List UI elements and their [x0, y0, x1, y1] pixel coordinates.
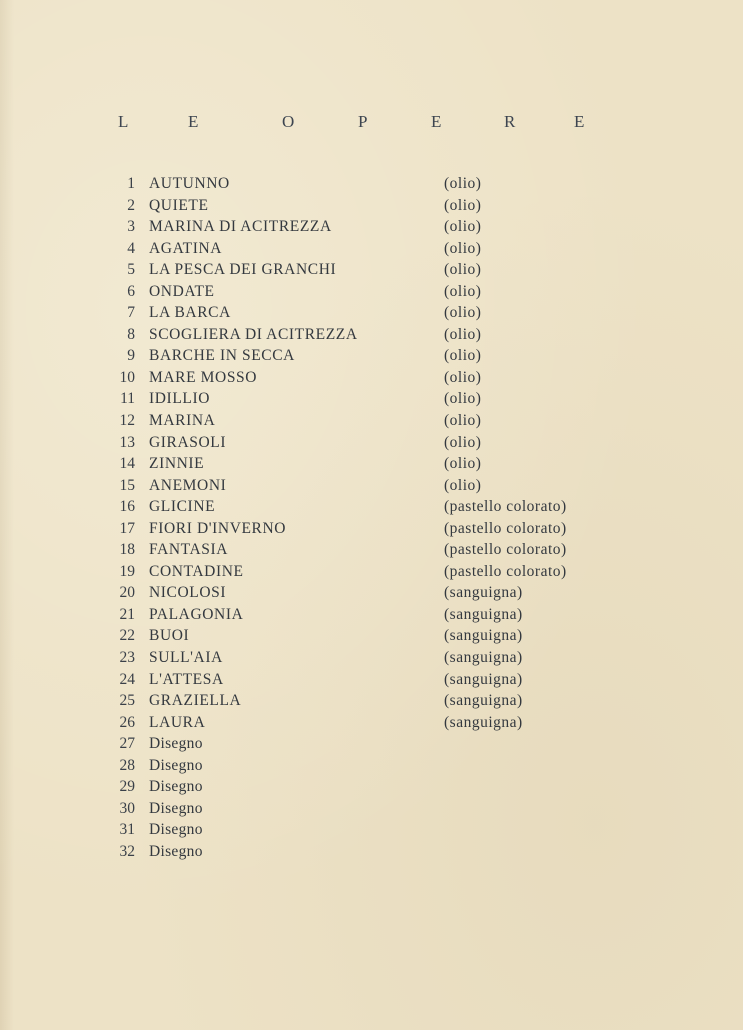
work-title: GLICINE: [149, 498, 216, 516]
list-item: [0, 324, 743, 346]
work-medium: (olio): [444, 218, 482, 236]
work-number: 7: [127, 304, 135, 322]
work-number: 1: [127, 175, 135, 192]
work-title: LAURA: [149, 713, 206, 731]
work-number: 26: [119, 713, 135, 731]
work-number: 12: [119, 412, 135, 430]
work-number: 32: [119, 842, 135, 860]
work-medium: (sanguigna): [444, 584, 523, 602]
list-item: [0, 345, 743, 367]
work-title: MARINA DI ACITREZZA: [149, 218, 332, 236]
work-number: 30: [119, 799, 135, 817]
list-item: [0, 388, 743, 410]
work-medium: (sanguigna): [444, 670, 523, 688]
work-number: 20: [119, 584, 135, 602]
work-title: Disegno: [149, 799, 203, 817]
work-number: 24: [119, 670, 135, 688]
work-title: SCOGLIERA DI ACITREZZA: [149, 325, 358, 343]
work-medium: (sanguigna): [444, 605, 523, 623]
list-item: [0, 281, 743, 303]
work-number: 10: [119, 368, 135, 386]
page-title: [115, 112, 595, 136]
work-number: 2: [127, 196, 135, 214]
work-medium: (olio): [444, 412, 482, 430]
title-letter: P: [358, 112, 368, 131]
work-medium: (sanguigna): [444, 713, 523, 731]
work-title: SULL'AIA: [149, 649, 223, 667]
work-title: MARINA: [149, 412, 216, 430]
work-number: 19: [119, 562, 135, 580]
work-title: GIRASOLI: [149, 433, 227, 451]
list-item: [0, 216, 743, 238]
work-number: 17: [119, 519, 135, 537]
work-number: 29: [119, 778, 135, 796]
work-number: 16: [119, 498, 135, 516]
work-medium: (sanguigna): [444, 692, 523, 710]
work-title: Disegno: [149, 735, 203, 753]
work-medium: (olio): [444, 390, 482, 408]
work-number: 6: [127, 282, 135, 300]
title-letter: O: [282, 112, 295, 131]
list-item: [0, 776, 743, 798]
work-medium: (sanguigna): [444, 649, 523, 667]
work-title: NICOLOSI: [149, 584, 227, 602]
work-title: LA PESCA DEI GRANCHI: [149, 261, 337, 279]
work-title: ANEMONI: [149, 476, 227, 494]
work-title: Disegno: [149, 842, 203, 860]
title-letter: E: [574, 112, 585, 131]
work-title: MARE MOSSO: [149, 368, 258, 386]
list-item: [0, 604, 743, 626]
list-item: [0, 841, 743, 863]
list-item: [0, 582, 743, 604]
work-medium: (olio): [444, 304, 482, 322]
work-number: 5: [127, 261, 135, 279]
work-medium: (olio): [444, 476, 482, 494]
work-number: 9: [127, 347, 135, 365]
work-number: 21: [119, 605, 135, 623]
list-item: [0, 798, 743, 820]
work-title: PALAGONIA: [149, 605, 244, 623]
work-title: Disegno: [149, 821, 203, 839]
work-number: 11: [120, 390, 135, 408]
list-item: [0, 733, 743, 755]
work-title: AUTUNNO: [149, 175, 230, 192]
work-medium: (olio): [444, 368, 482, 386]
work-number: 4: [127, 239, 135, 257]
work-medium: (olio): [444, 455, 482, 473]
work-title: LA BARCA: [149, 304, 231, 322]
list-item: [0, 238, 743, 260]
work-medium: (olio): [444, 282, 482, 300]
work-medium: (olio): [444, 175, 482, 192]
work-medium: (olio): [444, 261, 482, 279]
list-item: [0, 561, 743, 583]
list-item: [0, 539, 743, 561]
list-item: [0, 259, 743, 281]
list-item: [0, 690, 743, 712]
work-title: QUIETE: [149, 196, 209, 214]
list-item: [0, 625, 743, 647]
list-item: [0, 518, 743, 540]
list-item: [0, 173, 743, 195]
work-number: 13: [119, 433, 135, 451]
work-title: BUOI: [149, 627, 190, 645]
work-title: Disegno: [149, 778, 203, 796]
work-number: 18: [119, 541, 135, 559]
work-number: 25: [119, 692, 135, 710]
work-medium: (pastello colorato): [444, 541, 567, 559]
work-number: 8: [127, 325, 135, 343]
list-item: [0, 432, 743, 454]
work-title: BARCHE IN SECCA: [149, 347, 295, 365]
title-letter: E: [188, 112, 199, 131]
work-title: IDILLIO: [149, 390, 211, 408]
work-number: 15: [119, 476, 135, 494]
list-item: [0, 367, 743, 389]
list-item: [0, 410, 743, 432]
work-title: FIORI D'INVERNO: [149, 519, 287, 537]
work-number: 27: [119, 735, 135, 753]
work-title: ZINNIE: [149, 455, 205, 473]
list-item: [0, 496, 743, 518]
work-number: 3: [127, 218, 135, 236]
list-item: [0, 453, 743, 475]
work-number: 28: [119, 756, 135, 774]
work-medium: (olio): [444, 196, 482, 214]
work-title: CONTADINE: [149, 562, 244, 580]
work-title: ONDATE: [149, 282, 215, 300]
work-title: FANTASIA: [149, 541, 229, 559]
list-item: [0, 819, 743, 841]
work-number: 22: [119, 627, 135, 645]
work-medium: (olio): [444, 325, 482, 343]
work-number: 14: [119, 455, 135, 473]
work-title: Disegno: [149, 756, 203, 774]
title-letter: E: [431, 112, 442, 131]
work-title: L'ATTESA: [149, 670, 224, 688]
list-item: [0, 475, 743, 497]
list-item: [0, 712, 743, 734]
work-title: GRAZIELLA: [149, 692, 242, 710]
list-item: [0, 647, 743, 669]
work-medium: (pastello colorato): [444, 519, 567, 537]
work-medium: (sanguigna): [444, 627, 523, 645]
work-number: 23: [119, 649, 135, 667]
work-medium: (pastello colorato): [444, 498, 567, 516]
work-title: AGATINA: [149, 239, 223, 257]
work-medium: (olio): [444, 433, 482, 451]
work-medium: (olio): [444, 239, 482, 257]
works-list: [0, 173, 743, 863]
work-medium: (pastello colorato): [444, 562, 567, 580]
list-item: [0, 195, 743, 217]
list-item: [0, 669, 743, 691]
list-item: [0, 755, 743, 777]
work-medium: (olio): [444, 347, 482, 365]
work-number: 31: [119, 821, 135, 839]
title-letter: L: [118, 112, 129, 131]
title-letter: R: [504, 112, 516, 131]
list-item: [0, 302, 743, 324]
